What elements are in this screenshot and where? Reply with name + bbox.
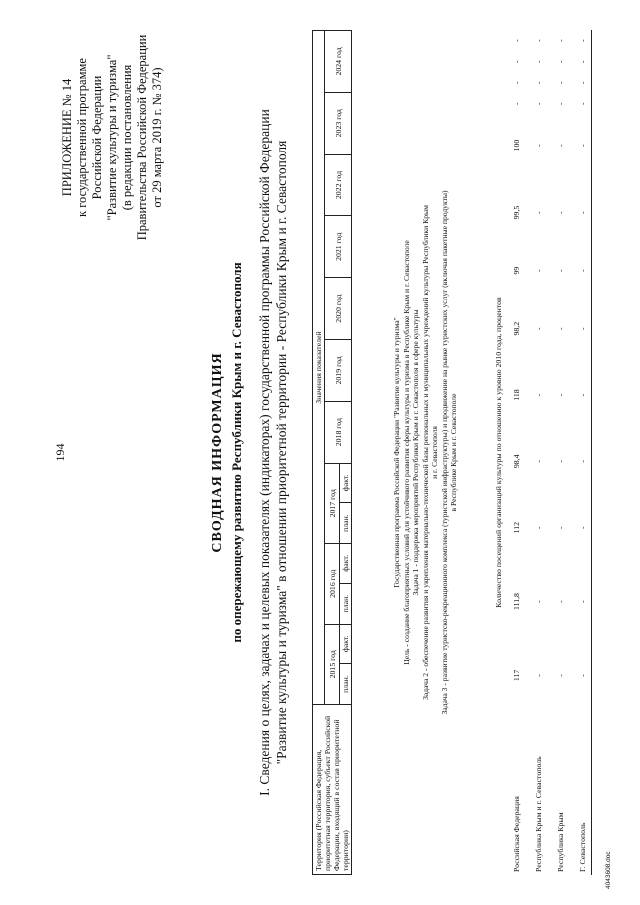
table-bottom-rule xyxy=(591,30,592,875)
value-cell: - xyxy=(555,526,565,529)
plan-header: план. xyxy=(340,503,352,544)
value-cell: 111,8 xyxy=(511,593,521,611)
value-cell: - xyxy=(577,393,587,397)
program-note: Задача 3 - развитие туристско-рекреационного комплекса (туристской инфраструктуры) и продвижение на рынке туристских услуг (включая пакетные продукты) xyxy=(439,190,449,715)
value-cell: 112 xyxy=(511,521,521,534)
program-note: в Республике Крым и г. Севастополе xyxy=(449,393,458,512)
territory-column-header: Территория (Российская Федерация, приоритетная территория, субъект Российской Федерации, входящий в состав приоритетной территории) xyxy=(313,705,352,875)
indicator-title: Количество посещений организаций культуры по отношению к уровню 2010 года, процентов xyxy=(494,297,503,608)
appendix-line: (в редакции постановления xyxy=(120,64,134,211)
value-cell: - xyxy=(533,600,543,603)
value-cell: - xyxy=(533,81,543,84)
value-cell: - xyxy=(533,526,543,529)
value-cell: - xyxy=(577,269,587,272)
value-cell: - xyxy=(577,600,587,603)
appendix-line: Правительства Российской Федерации xyxy=(135,34,149,241)
page-number: 194 xyxy=(53,443,67,462)
document-code: 4043608.doc xyxy=(605,851,612,889)
value-cell: - xyxy=(555,327,565,330)
value-cell: - xyxy=(577,144,587,147)
fact-header: факт. xyxy=(340,624,352,664)
document-subtitle: по опережающему развитию Республики Крым и г. Севастополя xyxy=(229,262,244,643)
value-cell: - xyxy=(533,144,543,147)
value-cell: - xyxy=(555,144,565,147)
value-cell: 100 xyxy=(511,139,521,152)
value-cell: - xyxy=(577,102,587,106)
territory-cell: Республика Крым xyxy=(555,812,565,872)
value-cell: - xyxy=(555,600,565,603)
value-cell: - xyxy=(533,211,543,214)
section-heading xyxy=(256,0,290,905)
fact-header: факт. xyxy=(340,463,352,503)
value-cell: - xyxy=(577,526,587,529)
value-cell: - xyxy=(511,60,521,63)
year-group-header: 2016 год xyxy=(325,544,340,624)
value-cell: - xyxy=(555,60,565,63)
program-note: Государственная программа Российской Федерации "Развитие культуры и туризма" xyxy=(392,317,401,588)
fact-header: факт. xyxy=(340,544,352,584)
value-cell: - xyxy=(577,81,587,84)
indicator-table-header xyxy=(312,30,352,875)
value-cell: - xyxy=(533,674,543,677)
value-cell: - xyxy=(533,39,543,42)
table-row xyxy=(527,30,549,875)
program-note: и г. Севастополя xyxy=(430,426,439,479)
value-cell: - xyxy=(533,60,543,63)
plan-header: план. xyxy=(340,664,352,705)
value-cell: - xyxy=(555,460,565,463)
value-cell: - xyxy=(533,393,543,397)
table-row xyxy=(571,30,593,875)
value-cell: 98,2 xyxy=(511,321,521,336)
program-note: Цель - создание благоприятных условий для устойчивого развития сферы культуры и туризма в Республике Крым и г. Севастополе xyxy=(401,240,411,665)
appendix-line: Российской Федерации xyxy=(90,75,104,200)
territory-cell: Российская Федерация xyxy=(511,796,521,872)
year-header: 2020 год xyxy=(325,278,352,340)
program-note: Задача 2 - обеспечение развития и укрепления материально-технической базы региональных и муниципальных учреждений культуры Республики Крым xyxy=(420,205,430,700)
year-group-header: 2015 год xyxy=(325,624,340,704)
value-cell: - xyxy=(511,39,521,42)
year-header: 2021 год xyxy=(325,216,352,278)
year-header: 2024 год xyxy=(325,31,352,93)
territory-cell: Республика Крым и г. Севастополь xyxy=(533,756,543,872)
value-cell: - xyxy=(577,211,587,214)
value-cell: 99,5 xyxy=(511,205,521,220)
table-row xyxy=(549,30,571,875)
value-cell: - xyxy=(577,39,587,42)
value-cell: 99 xyxy=(511,266,521,275)
value-cell: - xyxy=(555,211,565,214)
value-cell: - xyxy=(533,269,543,272)
value-cell: 117 xyxy=(511,669,521,682)
appendix-line: к государственной программе xyxy=(75,58,89,217)
appendix-line: от 29 марта 2019 г. № 374) xyxy=(150,67,164,208)
document-title: СВОДНАЯ ИНФОРМАЦИЯ xyxy=(210,352,225,553)
table-row xyxy=(505,30,527,875)
appendix-line: ПРИЛОЖЕНИЕ № 14 xyxy=(60,78,74,197)
value-cell: - xyxy=(555,102,565,106)
value-cell: - xyxy=(555,393,565,397)
value-cell: - xyxy=(555,674,565,677)
appendix-line: "Развитие культуры и туризма" xyxy=(105,54,119,221)
value-cell: - xyxy=(555,269,565,272)
program-notes xyxy=(392,0,459,905)
value-cell: - xyxy=(577,327,587,330)
value-cell: - xyxy=(555,81,565,84)
year-header: 2022 год xyxy=(325,154,352,216)
value-cell: - xyxy=(511,81,521,84)
value-cell: 98,4 xyxy=(511,454,521,469)
value-cell: 118 xyxy=(511,389,521,401)
value-cell: - xyxy=(533,460,543,463)
value-cell: - xyxy=(577,674,587,677)
value-cell: - xyxy=(533,102,543,106)
program-note: Задача 1 - поддержка мероприятий Республики Крым и г. Севастополя в сфере культуры xyxy=(411,309,420,596)
value-cell: - xyxy=(577,460,587,463)
section-heading-line: "Развитие культуры и туризма" в отношении приоритетной территории - Республики Крым и г. Севастополя xyxy=(274,140,289,765)
value-cell: - xyxy=(555,39,565,42)
year-header: 2019 год xyxy=(325,339,352,401)
values-header: Значения показателей xyxy=(313,31,325,705)
year-group-header: 2017 год xyxy=(325,463,340,543)
territory-cell: Г. Севастополь xyxy=(577,822,587,872)
indicator-table-body xyxy=(505,30,593,875)
plan-header: план. xyxy=(340,583,352,624)
section-heading-line: I. Сведения о целях, задачах и целевых показателях (индикаторах) государственной программы Российской Федерации xyxy=(257,109,272,796)
value-cell: - xyxy=(577,60,587,63)
value-cell: - xyxy=(533,327,543,330)
appendix-block xyxy=(60,30,165,245)
value-cell: - xyxy=(511,102,521,106)
year-header: 2018 год xyxy=(325,401,352,463)
year-header: 2023 год xyxy=(325,92,352,154)
